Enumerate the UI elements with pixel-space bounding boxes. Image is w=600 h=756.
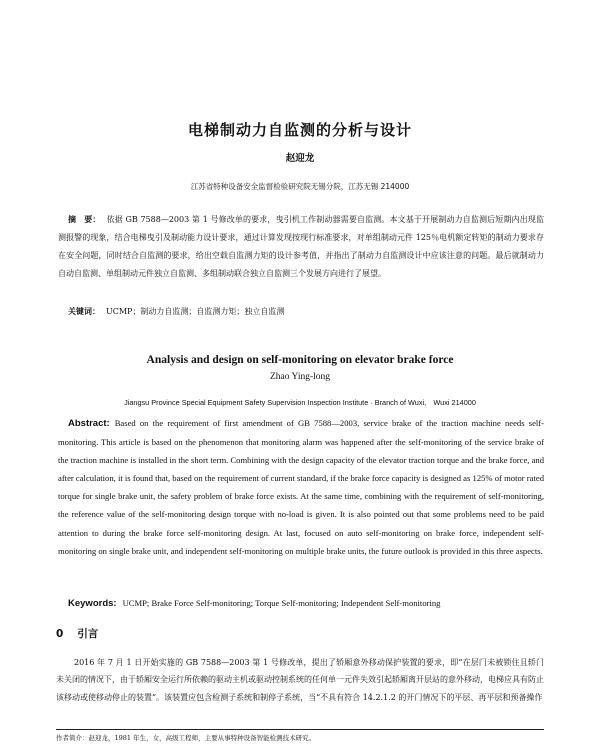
author-footnote: 作者简介：赵迎龙，1981 年生，女，高级工程师，主要从事特种设备智能检测技术研究。 <box>56 734 316 742</box>
paper-title-en: Analysis and design on self-monitoring on elevator brake force <box>146 354 454 366</box>
author-name-cn: 赵迎龙 <box>285 153 315 164</box>
keywords-en <box>58 596 544 611</box>
abstract-en-text: Based on the requirement of first amendment of GB 7588—2003, service brake of the traction machine needs self-monitoring. This article is based on the phenomenon that monitoring alarm was happened after the self-monitoring of the service brake of the traction machine is installed in the short term. Combining with the design capacity of the elevator traction torque and the brake force, and after calculation, it is found that, based on the requirement of current standard, if the brake force capacity is designed as 125% of motor rated torque for single brake unit, the safety problem of brake force exists. At the same time, combining with the requirement of self-monitoring, the reference value of the self-monitoring design torque with no-load is given. It is also pointed out that some problems need to be paid attention to during the brake force self-monitoring design. At last, focused on auto self-monitoring on brake force, independent self-monitoring on single brake unit, and independent self-monitoring on multiple brake units, the future outlook is provided in this three aspects. <box>58 418 544 556</box>
keywords-en-label: Keywords: <box>68 598 117 609</box>
keywords-en-text: UCMP; Brake Force Self-monitoring; Torque Self-monitoring; Independent Self-monitoring <box>122 598 441 608</box>
keywords-cn-text: UCMP；制动力自监测；自监测力矩；独立自监测 <box>106 307 285 316</box>
abstract-en <box>58 414 544 560</box>
keywords-cn-label: 关键词： <box>68 307 100 316</box>
keywords-cn <box>58 305 544 319</box>
author-name-en: Zhao Ying-long <box>269 372 331 382</box>
abstract-cn-label: 摘 要： <box>68 215 101 224</box>
paper-title-cn: 电梯制动力自监测的分析与设计 <box>187 121 412 139</box>
affiliation-en: Jiangsu Province Special Equipment Safety Supervision Inspection Institute · Branch of Wuxi, Wuxi 214000 <box>124 398 476 407</box>
body-paragraph: 2016 年 7 月 1 日开始实施的 GB 7588—2003 第 1 号修改单，提出了轿厢意外移动保护装置的要求，即“在层门未被锁住且轿门未关闭的情况下，由于轿厢安全运行所依赖的驱动主机或驱动控制系统的任何单一元件失效引起轿厢离开层站的意外移动，电梯应具有防止该移动或使移动停止的装置”。该装置应包含检测子系统和制停子系统，当“不具有符合 14.2.1.2 的开门情况下的平层、再平层和预备操作 <box>56 658 544 702</box>
section-number: 0 <box>56 628 64 640</box>
section-title: 引言 <box>77 628 99 640</box>
section-heading <box>56 626 98 641</box>
abstract-en-label: Abstract: <box>68 418 110 429</box>
abstract-cn-text: 依据 GB 7588—2003 第 1 号修改单的要求，曳引机工作制动器需要自监测。本文基于开展制动力自监测后短期内出现监测报警的现象，结合电梯曳引及制动能力设计要求，通过计算发现按现行标准要求，对单组制动元件 125％电机额定转矩的制动力要求存在安全问题，同时结合自监测的要求，给出空载自监测力矩的设计参考值，并指出了制动力自监测设计中应该注意的问题。最后就制动力自动自监测、单组制动元件独立自监测、多组制动联合独立自监测三个发展方向进行了展望。 <box>58 215 544 278</box>
affiliation-cn: 江苏省特种设备安全监督检验研究院无锡分院，江苏无锡 214000 <box>190 182 410 191</box>
abstract-cn <box>58 211 544 283</box>
footnote-divider <box>56 729 544 730</box>
